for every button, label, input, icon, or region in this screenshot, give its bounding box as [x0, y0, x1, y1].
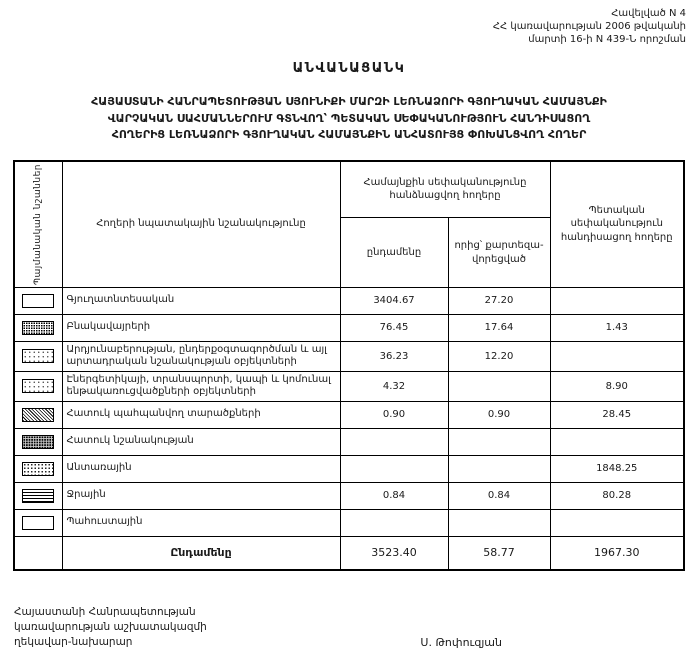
page-title: ԱՆՎԱՆԱՑԱՆԿ: [292, 61, 406, 76]
land-category-label: Հատուկ պահպանվող տարածքների: [62, 401, 340, 428]
annex-reference-block: [0, 0, 698, 46]
land-category-label: Հատուկ նշանակության: [62, 428, 340, 455]
table-total-row: [14, 536, 684, 570]
document-subtitle: [0, 94, 698, 144]
land-category-symbol: [22, 435, 54, 449]
value-of-which: [448, 455, 550, 482]
value-of-which: 27.20: [448, 287, 550, 314]
subtitle-line: ՎԱՐՉԱԿԱՆ ՍԱՀՄԱՆՆԵՐՈՒՄ ԳՏՆՎՈՂ՝ ՊԵՏԱԿԱՆ ՍԵՓԱԿԱՆՈՒԹՅՈՒՆ ՀԱՆԴԻՍԱՑՈՂ: [107, 111, 591, 125]
table-row: [14, 341, 684, 371]
land-transfer-table: [13, 160, 685, 571]
land-category-symbol: [22, 516, 54, 530]
total-value-total: 3523.40: [340, 536, 448, 570]
land-category-symbol: [22, 489, 54, 503]
total-symbol-cell: [14, 536, 62, 570]
annex-line: Հավելված N 4: [611, 8, 686, 19]
total-value-state: 1967.30: [550, 536, 684, 570]
total-value-of-which: 58.77: [448, 536, 550, 570]
subtitle-line: ՀԱՅԱՍՏԱՆԻ ՀԱՆՐԱՊԵՏՈՒԹՅԱՆ ՍՅՈՒՆԻՔԻ ՄԱՐԶԻ ԼԵՌՆԱՁՈՐԻ ԳՅՈՒՂԱԿԱՆ ՀԱՄԱՅՆՔԻ: [91, 95, 607, 108]
value-total: [340, 455, 448, 482]
value-total: 3404.67: [340, 287, 448, 314]
value-state: 1.43: [550, 314, 684, 341]
value-state: [550, 428, 684, 455]
table-row: [14, 455, 684, 482]
subtitle-line: ՀՈՂԵՐԻՑ ԼԵՌՆԱՁՈՐԻ ԳՅՈՒՂԱԿԱՆ ՀԱՄԱՅՆՔԻՆ ԱՆՀԱՏՈՒՅՑ ՓՈԽԱՆՑՎՈՂ ՀՈՂԵՐ: [111, 128, 587, 141]
value-state: 1848.25: [550, 455, 684, 482]
footer-line: ղեկավար-նախարար: [14, 636, 133, 649]
value-of-which: 0.90: [448, 401, 550, 428]
table-row: [14, 482, 684, 509]
value-state: 28.45: [550, 401, 684, 428]
value-total: 76.45: [340, 314, 448, 341]
table-row: [14, 314, 684, 341]
value-total: [340, 428, 448, 455]
total-label: Ընդամենը: [62, 536, 340, 570]
footer-line: Հայաստանի Հանրապետության: [14, 605, 196, 618]
value-of-which: 12.20: [448, 341, 550, 371]
value-total: 0.84: [340, 482, 448, 509]
value-state: [550, 341, 684, 371]
col-purpose-header: Հողերի նպատակային նշանակությունը: [62, 161, 340, 288]
col-community-group-header: Համայնքին սեփականությունը հանձնացվող հողերը: [340, 161, 550, 218]
table-row: [14, 509, 684, 536]
land-category-label: Գյուղատնտեսական: [62, 287, 340, 314]
value-of-which: [448, 428, 550, 455]
value-total: [340, 509, 448, 536]
land-category-label: Ջրային: [62, 482, 340, 509]
land-category-label: Անտառային: [62, 455, 340, 482]
value-state: 8.90: [550, 371, 684, 401]
land-category-label: Բնակավայրերի: [62, 314, 340, 341]
value-state: [550, 509, 684, 536]
annex-line: մարտի 16-ի N 439-Ն որոշման: [528, 34, 686, 45]
col-total-header: ընդամենը: [340, 218, 448, 287]
signature-name: Ս. Թոփուզյան: [420, 636, 502, 650]
col-symbols-header-label: Պայմանական նշաններ: [33, 163, 44, 285]
land-category-label: Էներգետիկայի, տրանսպորտի, կապի և կոմունալ ենթակառուցվածքների օբյեկտների: [62, 371, 340, 401]
col-state-header: Պետական սեփականություն հանդիսացող հողերը: [550, 161, 684, 288]
value-of-which: 17.64: [448, 314, 550, 341]
land-category-label: Պահուստային: [62, 509, 340, 536]
footer-line: կառավարության աշխատակազմի: [14, 620, 207, 633]
table-row: [14, 287, 684, 314]
land-category-label: Արդյունաբերության, ընդերքօգտագործման և այլ արտադրական նշանակության օբյեկտների: [62, 341, 340, 371]
land-category-symbol: [22, 408, 54, 422]
table-row: [14, 401, 684, 428]
land-category-symbol: [22, 349, 54, 363]
value-of-which: 0.84: [448, 482, 550, 509]
value-state: [550, 287, 684, 314]
value-of-which: [448, 371, 550, 401]
table-row: [14, 428, 684, 455]
col-of-which-header: որից՝ քարտեզա-վորեցված: [448, 218, 550, 287]
land-category-symbol: [22, 462, 54, 476]
annex-line: ՀՀ կառավարության 2006 թվականի: [492, 21, 686, 32]
footer-office-title: [14, 605, 207, 651]
value-total: 4.32: [340, 371, 448, 401]
land-category-symbol: [22, 294, 54, 308]
value-of-which: [448, 509, 550, 536]
col-symbols-header: [14, 161, 62, 288]
table-row: [14, 371, 684, 401]
land-category-symbol: [22, 321, 54, 335]
footer-block: [14, 605, 698, 651]
value-state: 80.28: [550, 482, 684, 509]
value-total: 0.90: [340, 401, 448, 428]
land-category-symbol: [22, 379, 54, 393]
value-total: 36.23: [340, 341, 448, 371]
